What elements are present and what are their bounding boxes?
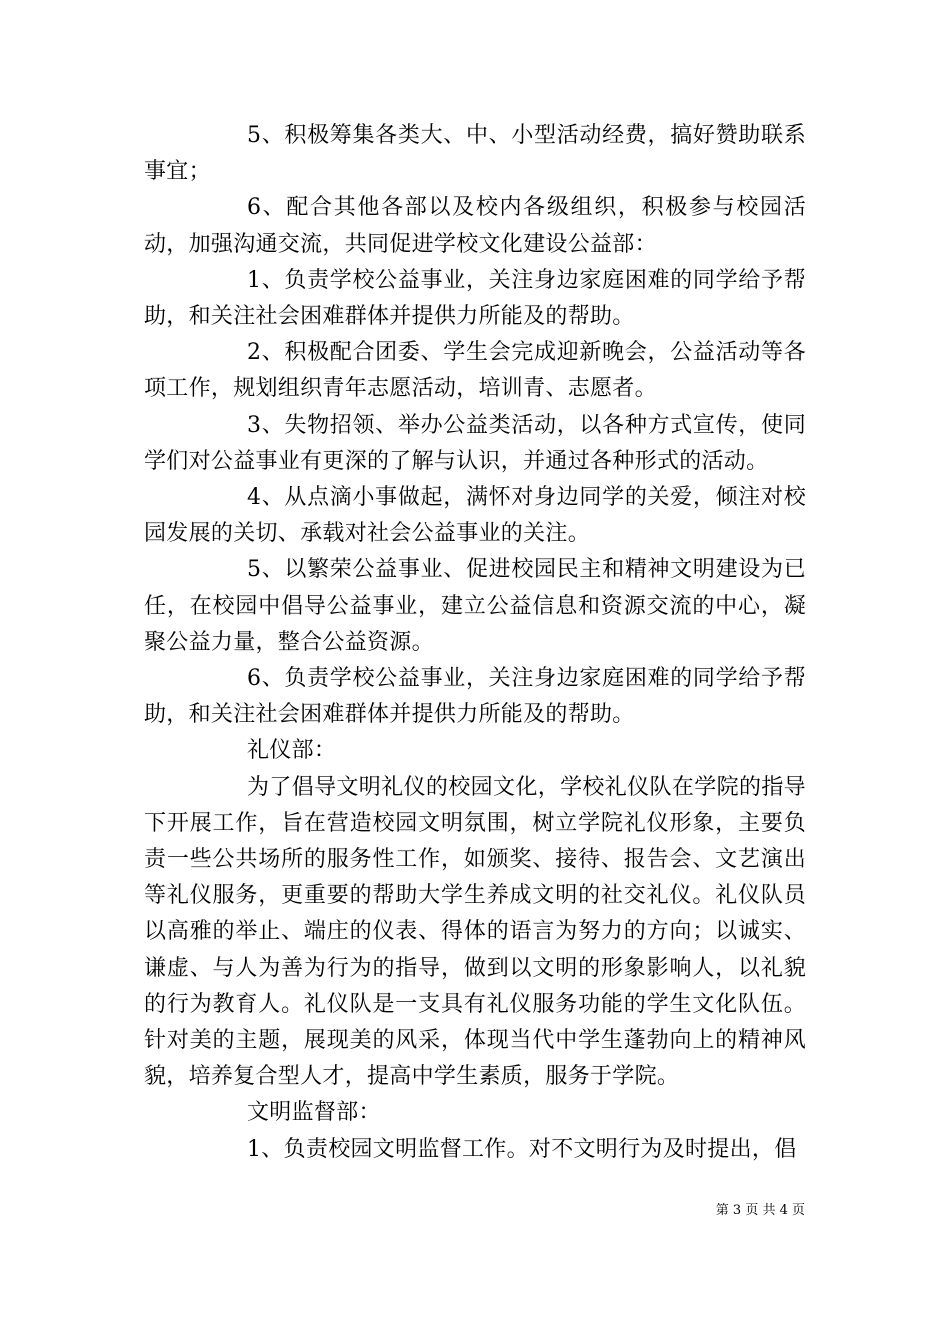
paragraph-4: 2、积极配合团委、学生会完成迎新晚会，公益活动等各项工作，规划组织青年志愿活动，培训青、志愿者。 <box>144 340 806 402</box>
paragraph-6: 4、从点滴小事做起，满怀对身边同学的关爱，倾注对校园发展的关切、承载对社会公益事业的关注。 <box>144 485 806 547</box>
paragraph-7: 5、以繁荣公益事业、促进校园民主和精神文明建设为已任，在校园中倡导公益事业，建立公益信息和资源交流的中心，凝聚公益力量，整合公益资源。 <box>144 557 806 655</box>
paragraph-1: 5、积极筹集各类大、中、小型活动经费，搞好赞助联系事宜； <box>144 123 806 185</box>
page-footer: 第 3 页 共 4 页 <box>715 1203 805 1218</box>
paragraph-8: 6、负责学校公益事业，关注身边家庭困难的同学给予帮助，和关注社会困难群体并提供力所能及的帮助。 <box>144 666 806 728</box>
section-heading-civility: 文明监督部： <box>247 1100 381 1126</box>
paragraph-etiquette: 为了倡导文明礼仪的校园文化，学校礼仪队在学院的指导下开展工作，旨在营造校园文明氛围，树立学院礼仪形象，主要负责一些公共场所的服务性工作，如颁奖、接待、报告会、文艺演出等礼仪服务，更重要的帮助大学生养成文明的社交礼仪。礼仪队员以高雅的举止、端庄的仪表、得体的语言为努力的方向；以诚实、谦虚、与人为善为行为的指导，做到以文明的形象影响人，以礼貌的行为教育人。礼仪队是一支具有礼仪服务功能的学生文化队伍。针对美的主题，展现美的风采，体现当代中学生蓬勃向上的精神风貌，培养复合型人才，提高中学生素质，服务于学院。 <box>144 774 806 1090</box>
paragraph-civility-1: 1、负责校园文明监督工作。对不文明行为及时提出，倡 <box>247 1136 797 1162</box>
paragraph-5: 3、失物招领、举办公益类活动，以各种方式宣传，使同学们对公益事业有更深的了解与认识，并通过各种形式的活动。 <box>144 412 806 474</box>
paragraph-2: 6、配合其他各部以及校内各级组织，积极参与校园活动，加强沟通交流，共同促进学校文化建设公益部： <box>144 195 806 257</box>
document-body <box>144 118 806 1168</box>
paragraph-3: 1、负责学校公益事业，关注身边家庭困难的同学给予帮助，和关注社会困难群体并提供力所能及的帮助。 <box>144 267 806 330</box>
section-heading-etiquette: 礼仪部： <box>247 738 337 764</box>
